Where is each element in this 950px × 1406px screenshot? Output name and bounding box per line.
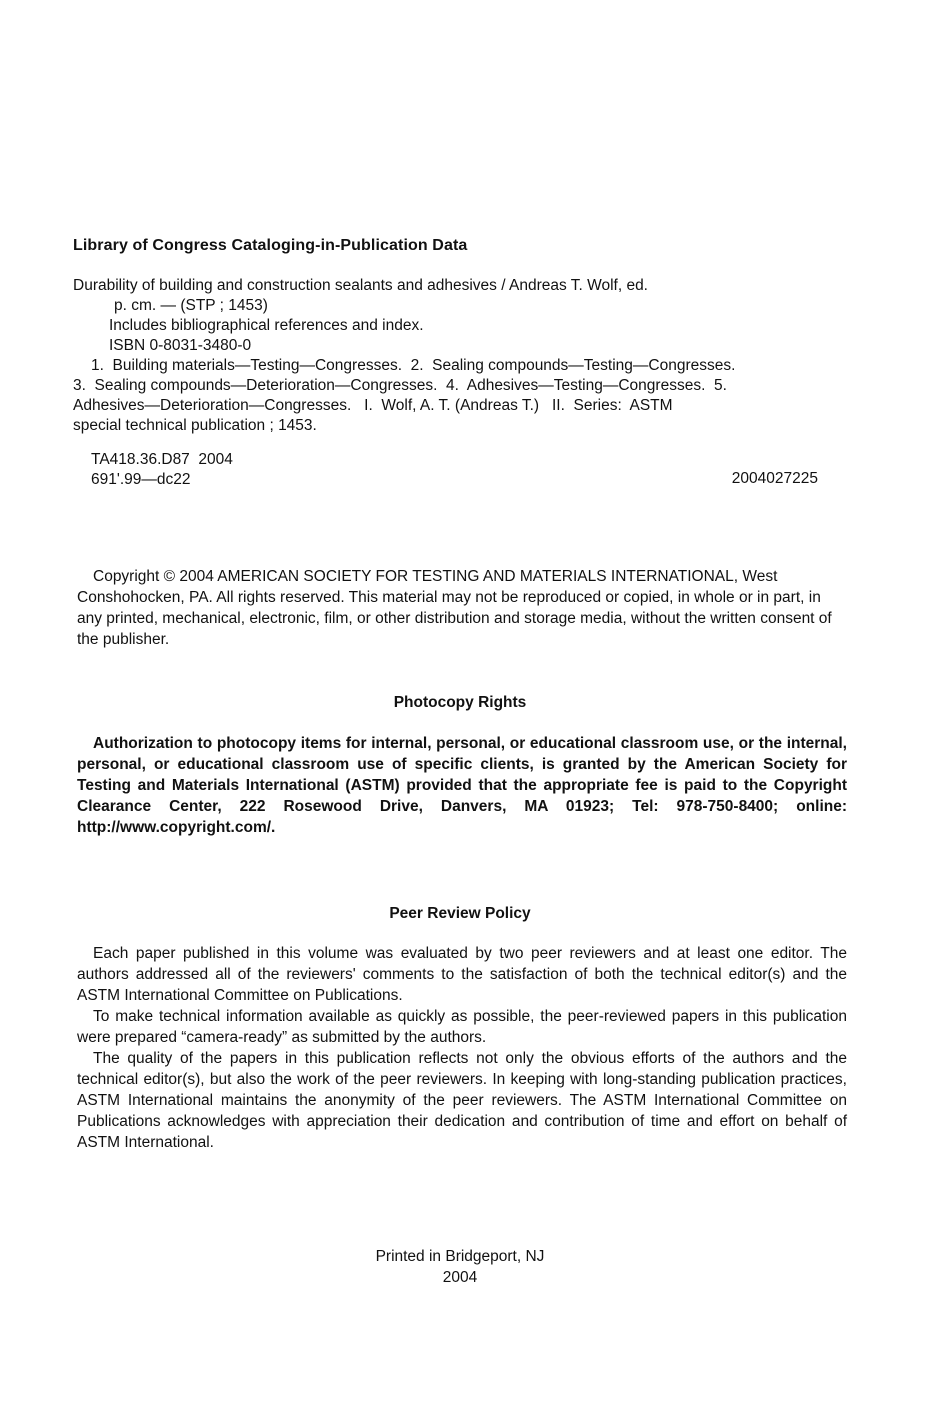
cip-subject-line: 3. Sealing compounds—Deterioration—Congresses. 4. Adhesives—Testing—Congresses. 5. xyxy=(73,377,727,394)
cip-dewey-number: 691'.99—dc22 xyxy=(91,471,191,488)
cip-subject-line: special technical publication ; 1453. xyxy=(73,417,317,434)
peer-review-body xyxy=(77,943,847,1153)
cip-subject-line: Adhesives—Deterioration—Congresses. I. Wolf, A. T. (Andreas T.) II. Series: ASTM xyxy=(73,397,673,414)
cip-lccn: 2004027225 xyxy=(731,470,818,487)
printed-year: 2004 xyxy=(442,1269,478,1286)
peer-review-paragraph: The quality of the papers in this publication reflects not only the obvious efforts of the authors and the technical editor(s), but also the work of the peer reviewers. In keeping with long-standing publication practices, ASTM International maintains the anonymity of the peer reviewers. The ASTM International Committee on Publications acknowledges with appreciation their dedication and contribution of time and effort on behalf of ASTM International. xyxy=(77,1050,847,1151)
cip-title-line: Durability of building and construction sealants and adhesives / Andreas T. Wolf, ed. xyxy=(73,277,648,294)
photocopy-rights-heading: Photocopy Rights xyxy=(393,694,527,711)
peer-review-heading: Peer Review Policy xyxy=(389,905,531,922)
cip-includes-note: Includes bibliographical references and index. xyxy=(109,317,424,334)
peer-review-paragraph: To make technical information available as quickly as possible, the peer-reviewed papers in this publication were prepared “camera-ready” as submitted by the authors. xyxy=(77,1008,847,1046)
photocopy-rights-text: Authorization to photocopy items for internal, personal, or educational classroom use, or the internal, personal, or educational classroom use of specific clients, is granted by the American Society for Testing and Materials International (ASTM) provided that the appropriate fee is paid to the Copyright Clearance Center, 222 Rosewood Drive, Danvers, MA 01923; Tel: 978-750-8400; online: http://www.copyright.com/. xyxy=(77,735,847,836)
cip-isbn: ISBN 0-8031-3480-0 xyxy=(109,337,252,354)
printed-location: Printed in Bridgeport, NJ xyxy=(375,1248,545,1265)
cip-heading: Library of Congress Cataloging-in-Publication Data xyxy=(73,237,468,254)
copyright-notice: Copyright © 2004 AMERICAN SOCIETY FOR TESTING AND MATERIALS INTERNATIONAL, West Conshohocken, PA. All rights reserved. This material may not be reproduced or copied, in whole or in part, in any printed, mechanical, electronic, film, or other distribution and storage media, without the written consent of the publisher. xyxy=(77,568,832,648)
cip-subject-line: 1. Building materials—Testing—Congresses. 2. Sealing compounds—Testing—Congresses. xyxy=(91,357,736,374)
peer-review-paragraph: Each paper published in this volume was evaluated by two peer reviewers and at least one editor. The authors addressed all of the reviewers' comments to the satisfaction of both the technical editor(s) and the ASTM International Committee on Publications. xyxy=(77,945,847,1004)
cip-call-number: TA418.36.D87 2004 xyxy=(91,451,233,468)
cip-physical-description: p. cm. — (STP ; 1453) xyxy=(114,297,268,314)
